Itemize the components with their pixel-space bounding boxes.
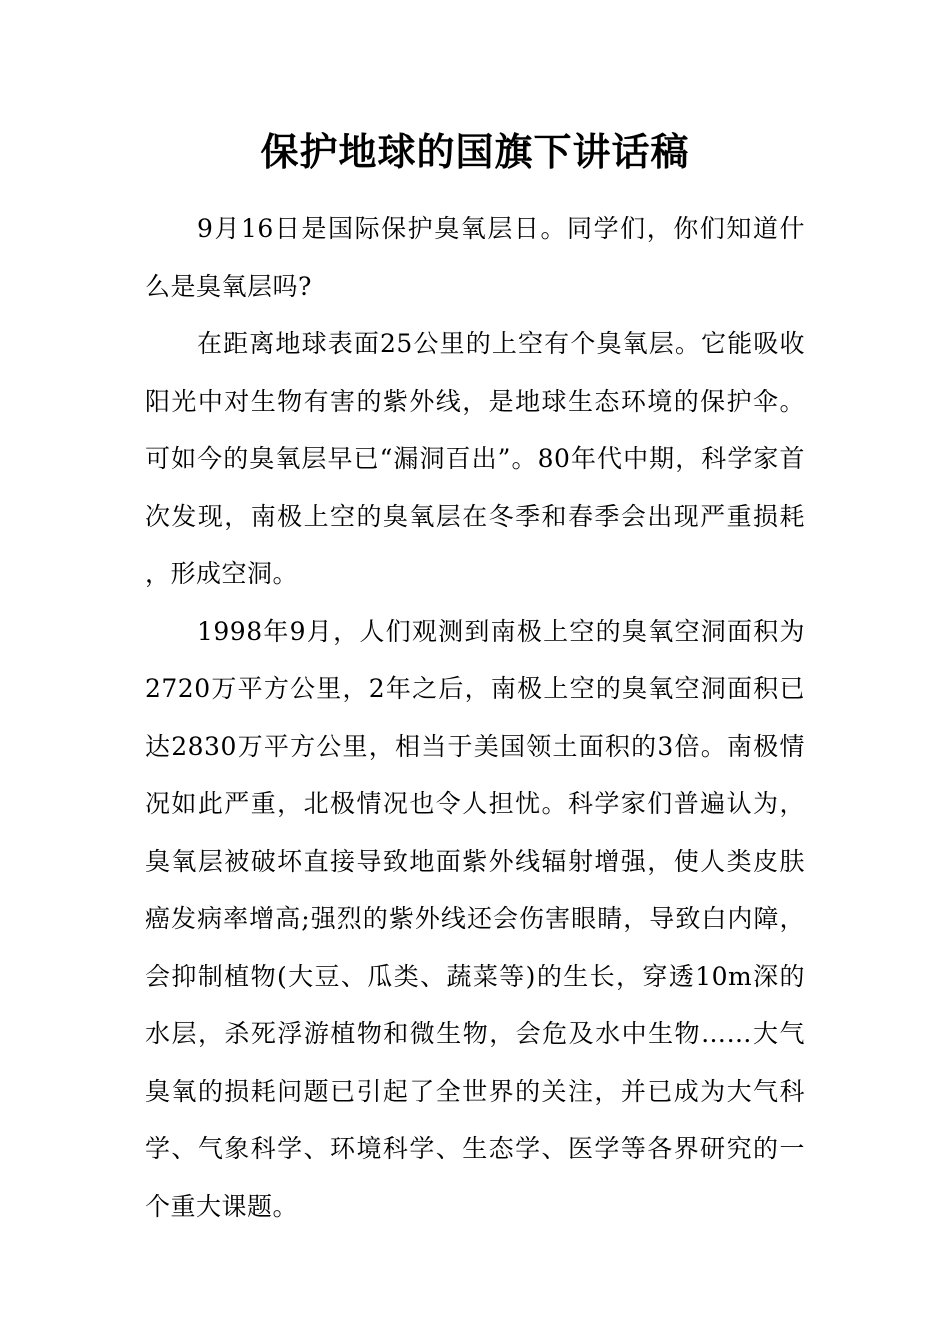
document-title: 保护地球的国旗下讲话稿 (260, 130, 690, 174)
paragraph-ozone-day: 9月16日是国际保护臭氧层日。同学们，你们知道什么是臭氧层吗? (145, 214, 805, 301)
document-body (145, 200, 805, 1235)
paragraph-ozone-hole: 1998年9月，人们观测到南极上空的臭氧空洞面积为2720万平方公里，2年之后，南极上空的臭氧空洞面积已达2830万平方公里，相当于美国领土面积的3倍。南极情况如此严重，北极情况也令人担忧。科学家们普遍认为，臭氧层被破坏直接导致地面紫外线辐射增强，使人类皮肤癌发病率增高;强烈的紫外线还会伤害眼睛，导致白内障，会抑制植物(大豆、瓜类、蔬菜等)的生长，穿透10m深的水层，杀死浮游植物和微生物，会危及水中生物……大气臭氧的损耗问题已引起了全世界的关注，并已成为大气科学、气象科学、环境科学、生态学、医学等各界研究的一个重大课题。 (145, 616, 805, 1221)
paragraph-ozone-layer: 在距离地球表面25公里的上空有个臭氧层。它能吸收阳光中对生物有害的紫外线，是地球生态环境的保护伞。可如今的臭氧层早已“漏洞百出”。80年代中期，科学家首次发现，南极上空的臭氧层在冬季和春季会出现严重损耗，形成空洞。 (145, 329, 805, 588)
